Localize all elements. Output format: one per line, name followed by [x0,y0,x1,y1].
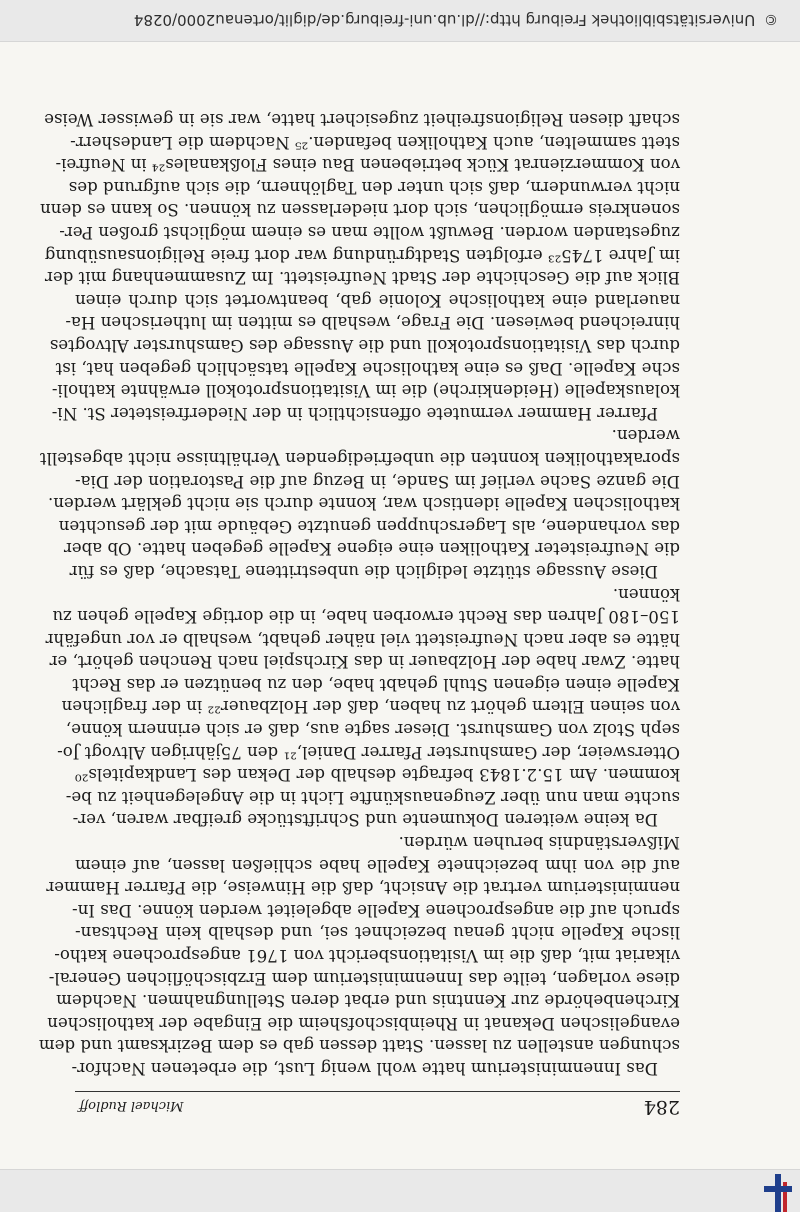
page-body-text [38,107,680,1079]
text-line: schungen anstellen zu lassen. Statt dessen gab es dem Bezirksamt und dem [38,1036,680,1056]
text-line: hatte. Zwar habe der Holzbauer in das Kirchspiel nach Renchen gehört, er [49,652,680,672]
text-line: sche Kapelle. Daß es eine katholische Kapelle tatsächlich gegeben hat, ist [55,358,680,378]
text-line: Kapelle einen eigenen Stuhl gehabt habe, den zu benützen er das Recht [72,674,680,694]
text-line: lische Kapelle nicht genau bezeichnet sei, und deshalb kein Rechtsan- [75,923,680,943]
text-line: Diese Aussage stützte lediglich die unbestrittene Tatsache, daß es für [69,561,658,581]
text-line: Ottersweier, der Gamshurster Pfarrer Daniel,²¹ den 75jährigen Altvogt Jo- [57,742,680,762]
copyright-icon: © [764,11,778,27]
viewer-header-bar [0,1169,800,1212]
text-line: diese vorlagen, teilte das Innenministerium dem Erzbischöflichen General- [48,968,680,988]
text-line: suchte man nun über Zeugenauskünfte Licht in die Angelegenheit zu be- [65,787,680,807]
text-line: können. [612,584,680,604]
text-line: spruch auf die angesprochene Kapelle abgeleitet werden könne. Das In- [72,900,680,920]
source-watermark[interactable] [134,11,778,29]
text-line: sonenkreis ermöglichen, sich dort niederlassen zu können. So kann es denn [40,200,680,220]
text-line: die Neufreisteter Katholiken eine eigene Kapelle gegeben hatte. Ob aber [63,539,680,559]
running-head-author: Michael Rudloff [79,1098,184,1113]
text-line: Mißverständnis beruhen würden. [398,833,680,853]
text-line: sporakatholiken konnten die unbefriedigenden Verhältnisse nicht abgestellt [39,448,680,468]
text-line: auf die von ihm bezeichnete Kapelle habe schließen lassen, auf einem [75,855,680,875]
copyright-holder: Universitätsbibliothek Freiburg [525,11,756,29]
text-line: Die ganze Sache verlief im Sande, in Bezug auf die Pastoration der Dia- [75,471,680,491]
text-line: kolauskapelle (Heidenkirche) die im Visitationsprotokoll erwähnte katholi- [51,381,680,401]
text-line: hinreichend bewiesen. Die Frage, weshalb es mitten im lutherischen Ha- [65,313,680,333]
text-line: kommen. Am 15.2.1843 befragte deshalb der Dekan des Landkapitels²⁰ [75,765,680,785]
text-line: das vorhandene, als Lagerschuppen genutzte Gebäude mit der gesuchten [58,516,680,536]
text-line: werden. [611,426,680,446]
text-line: Das Innenministerium hatte wohl wenig Lust, die erbetenen Nachfor- [71,1059,658,1078]
text-line: nicht verwundern, daß sich unter den Taglöhnern, die sich aufgrund des [68,177,680,197]
text-line: stett sammelten, auch Katholiken befanden.²⁵ Nachdem die Landesherr- [70,132,680,152]
text-line: Kirchenbehörde zur Kenntnis und erbat deren Stellungnahmen. Nachdem [56,991,680,1011]
text-line: von seinen Eltern gehört zu haben, daß der Holzbauer²² in der fraglichen [61,697,680,717]
text-line: Blick auf die Geschichte der Stadt Neufreistett. Im Zusammenhang mit der [44,268,680,288]
text-line: schaft diesen Religionsfreiheit zugesichert hatte, war sie in gewisser Weise [44,110,680,130]
viewer-footer-bar [0,0,800,42]
text-line: nauerland eine katholische Kolonie gab, beantwortet sich durch einen [75,290,680,310]
page-number: 284 [643,1096,680,1118]
text-line: von Kommerzienrat Kück betriebenen Bau eines Floßkanales²⁴ in Neufrei- [55,155,680,175]
text-line: Da keine weiteren Dokumente und Schriftstücke greifbar waren, ver- [72,810,658,830]
text-line: im Jahre 1745²³ erfolgten Stadtgründung war dort freie Religionsausübung [44,245,680,265]
text-line: hätte es aber nach Neufreistett viel näher gehabt, weshalb er vor ungefähr [45,629,680,649]
text-line: Pfarrer Hammer vermutete offensichtlich in der Niederfreisteter St. Ni- [51,403,658,423]
text-line: 150–180 Jahren das Recht erworben habe, in die dortige Kapelle gehen zu [52,607,680,627]
text-line: zugestanden worden. Bewußt wollte man es einem möglichst großen Per- [59,223,680,243]
text-line: seph Stolz von Gamshurst. Dieser sagte aus, daß er sich erinnern könne, [65,720,680,740]
text-line: katholischen Kapelle identisch war, konnte durch sie nicht geklärt werden. [47,494,680,514]
text-line: nenministerium vertrat die Ansicht, daß die Hinweise, die Pfarrer Hammer [46,878,680,898]
text-line: durch das Visitationsprotokoll und die Aussage des Gamshurster Altvogtes [49,336,680,355]
text-line: vikariat mit, daß die im Visitationsbericht von 1761 angesprochene katho- [54,946,680,966]
text-line: evangelischen Dekanat in Rheinbischofsheim die Eingabe der katholischen [47,1013,680,1033]
running-head [75,1091,680,1118]
source-url: http://dl.ub.uni-freiburg.de/diglit/ortenau2000/0284 [133,11,521,29]
